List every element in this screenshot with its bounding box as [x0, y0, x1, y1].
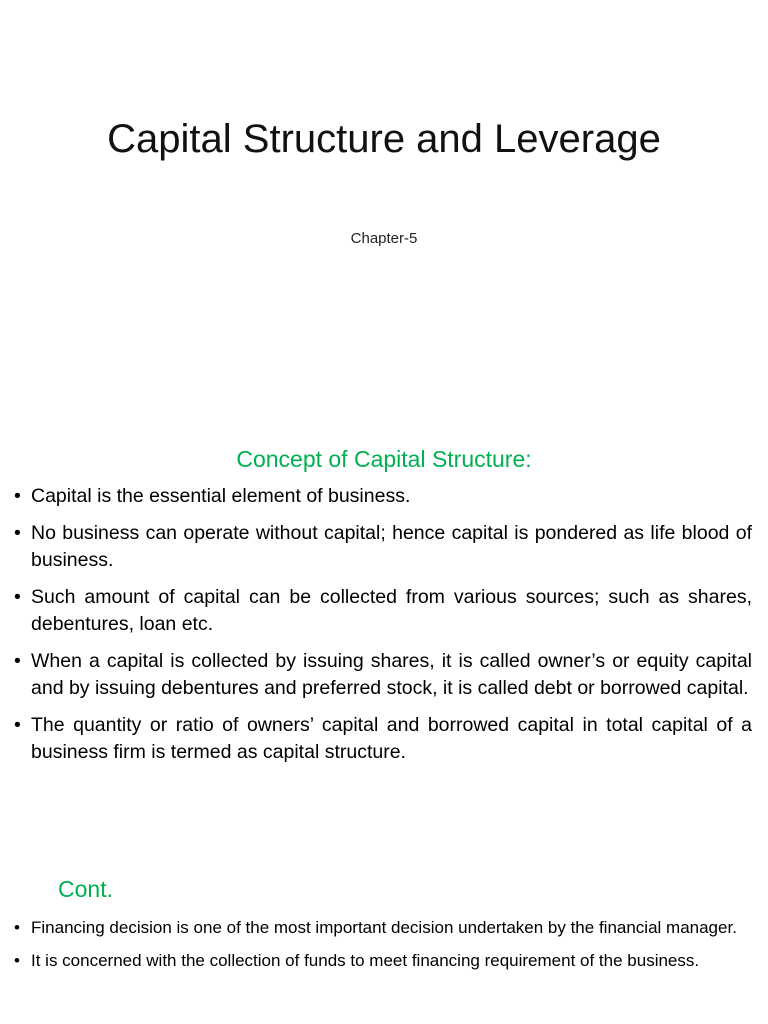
slide-title: Capital Structure and Leverage: [107, 117, 661, 161]
list-item: [14, 712, 752, 767]
title-slide: [0, 0, 768, 412]
bullet-text: Such amount of capital can be collected from various sources; such as shares, debentures, loan etc.: [31, 585, 752, 635]
list-item: [14, 648, 752, 703]
list-item: [14, 520, 752, 575]
slide-subtitle: Chapter-5: [350, 230, 418, 247]
slide-heading: Cont.: [58, 876, 113, 902]
bullet-text: Financing decision is one of the most important decision undertaken by the financial manager.: [31, 918, 737, 937]
bullet-text: It is concerned with the collection of funds to meet financing requirement of the business.: [31, 951, 700, 970]
bullet-text: When a capital is collected by issuing shares, it is called owner’s or equity capital and by issuing debentures and preferred stock, it is called debt or borrowed capital.: [31, 649, 752, 699]
list-item: [14, 916, 752, 940]
bullet-list: [14, 483, 752, 776]
list-item: [14, 949, 752, 973]
bullet-icon: •: [14, 713, 21, 736]
bullet-text: No business can operate without capital; hence capital is pondered as life blood of business.: [31, 521, 752, 571]
list-item: [14, 584, 752, 639]
bullet-text: Capital is the essential element of business.: [31, 485, 411, 507]
bullet-list: [14, 916, 752, 982]
list-item: [14, 483, 752, 511]
slide-heading: Concept of Capital Structure:: [236, 446, 532, 472]
bullet-icon: •: [14, 649, 21, 672]
concept-slide: [0, 412, 768, 842]
bullet-icon: •: [14, 585, 21, 608]
bullet-icon: •: [14, 485, 21, 507]
bullet-text: The quantity or ratio of owners’ capital and borrowed capital in total capital of a business firm is termed as capital structure.: [31, 713, 752, 763]
continuation-slide: [0, 842, 768, 1024]
bullet-icon: •: [14, 521, 21, 544]
bullet-icon: •: [14, 951, 20, 970]
bullet-icon: •: [14, 918, 20, 937]
